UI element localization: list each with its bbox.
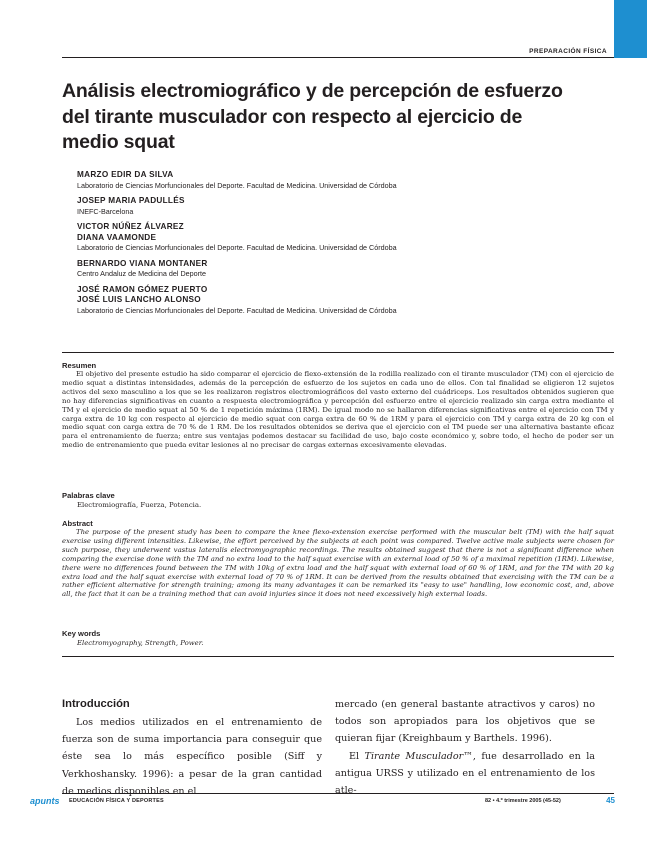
intro-paragraph: [335, 748, 595, 800]
palabras-clave-text: Electromiografía, Fuerza, Potencia.: [77, 501, 202, 509]
article-title: Análisis electromiográfico y de percepción de esfuerzo del tirante musculador con respecto al ejercicio de medio squat: [62, 80, 563, 153]
abstract-text: The purpose of the present study has been to compare the knee flexo-extension exercise performed with the muscular belt (TM) with the half squat exercise using different intensities. Likewise, the effort perceived by the subjects at each point was compared. Twelve active male subjects were chosen for such purpose, they underwent vastus lateralis electromyographic recordings. The results obtained suggest that there is not a significant difference when comparing the exercise done with the TM and no extra load to the half squat exercise with an external load of 50 % of a maximal repetition (1RM). Likewise, there were no differences found between the TM with 10kg of extra load and the half squat with external load of 60 % of 1RM, and for the TM with 20 kg extra load and the half squat exercise with external load of 70 % of 1RM. It can be derived from the results obtained that exercising with the TM can be a rather efficient alternative for strength training; among its many advantages it can be remarked its "easy to use" handling, low economic cost, and, above all, the fact that it can be a training method that can avoid injuries since it does not need excessively high external loads.: [62, 528, 614, 599]
author-name: DIANA VAAMONDE: [77, 232, 157, 242]
author-group: [77, 170, 397, 191]
intro-column-left: Los medios utilizados en el entrenamiento de fuerza son de suma importancia para conseguir que éste sea lo más específico posible (Siff y Verkhoshansky. 1996): a pesar de la gran cantidad de medios disponibles en el: [62, 717, 322, 797]
section-label: PREPARACIÓN FÍSICA: [529, 48, 607, 55]
intro-text: ™, fue desarrollado en la antigua URSS y utilizado en el entrenamiento de los atle-: [335, 750, 595, 797]
header-rule: [62, 57, 614, 58]
author-list: [77, 170, 397, 321]
author-group: [77, 196, 397, 217]
author-affiliation: Laboratorio de Ciencias Morfuncionales del Deporte. Facultad de Medicina. Universidad de Córdoba: [77, 305, 397, 315]
resumen-text: El objetivo del presente estudio ha sido comparar el ejercicio de flexo-extensión de la rodilla realizado con el tirante musculador (TM) con el ejercicio de medio squat a distintas intensidades, además de la percepción de esfuerzo de los sujetos en cada uno de ellos. Con tal finalidad se eligieron 12 sujetos activos del sexo masculino a los que se les realizaron registros electromiográficos del vasto externo del cuádriceps. Los resultados obtenidos sugieren que no hay diferencias significativas en cuanto a respuesta electromiográfica y percepción del esfuerzo entre el ejercicio realizado sin carga extra mediante el TM y el ejercicio de medio squat al 50 % de 1 repetición máxima (1RM). De igual modo no se hallaron diferencias significativas entre el ejercicio con TM y carga extra de 10 kg con respecto al ejercicio de medio squat con carga extra de 60 % de 1RM y para el ejercicio con TM y carga extra de 20 kg con el medio squat con carga extra de 70 % de 1 RM. De los resultados obtenidos se deriva que el ejercicio con el TM puede ser una alternativa bastante eficaz para el entrenamiento de fuerza; entre sus ventajas podemos destacar su facilidad de uso, bajo coste económico y, sobre todo, el hecho de poder ser un medio de entrenamiento que pueda evitar lesiones al no precisar de cargas externas excesivamente elevadas.: [62, 370, 614, 450]
journal-logo: apunts: [30, 796, 60, 806]
author-name: JOSÉ LUIS LANCHO ALONSO: [77, 295, 201, 304]
page-footer: [0, 795, 647, 809]
author-group: [77, 285, 397, 317]
key-words-text: Electromyography, Strength, Power.: [77, 639, 204, 647]
intro-column-right: [335, 696, 595, 799]
intro-term: Tirante Musculador: [364, 750, 464, 762]
author-affiliation: Laboratorio de Ciencias Morfuncionales del Deporte. Facultad de Medicina. Universidad de Córdoba: [77, 180, 397, 190]
abstract-top-rule: [62, 352, 614, 353]
resumen-heading: Resumen: [62, 361, 97, 370]
journal-name: EDUCACIÓN FÍSICA Y DEPORTES: [69, 798, 164, 804]
author-name: JOSÉ RAMON GÓMEZ PUERTO: [77, 284, 208, 294]
introduccion-heading: Introducción: [62, 698, 130, 710]
author-group: [77, 259, 397, 280]
intro-text: El: [349, 750, 365, 762]
page-number: 45: [606, 796, 615, 805]
key-words-heading: Key words: [62, 629, 101, 638]
author-group: [77, 222, 397, 254]
section-color-tab: [614, 0, 647, 58]
author-affiliation: Laboratorio de Ciencias Morfuncionales del Deporte. Facultad de Medicina. Universidad de Córdoba: [77, 243, 397, 252]
palabras-clave-heading: Palabras clave: [62, 491, 115, 500]
author-affiliation: INEFC-Barcelona: [77, 206, 134, 216]
issue-info: 82 • 4.º trimestre 2005 (45-52): [485, 798, 561, 804]
author-name: VICTOR NÚÑEZ ÁLVAREZ: [77, 222, 184, 231]
abstract-bottom-rule: [62, 656, 614, 657]
abstract-heading: Abstract: [62, 519, 93, 528]
footer-rule: [62, 793, 614, 794]
author-name: BERNARDO VIANA MONTANER: [77, 258, 208, 268]
intro-paragraph: mercado (en general bastante atractivos y caros) no todos son apropiados para los objetivos que se quieran fijar (Kreighbaum y Barthels. 1996).: [335, 699, 595, 745]
author-name: MARZO EDIR DA SILVA: [77, 170, 174, 179]
author-affiliation: Centro Andaluz de Medicina del Deporte: [77, 269, 207, 278]
author-name: JOSEP MARIA PADULLÉS: [77, 196, 185, 205]
